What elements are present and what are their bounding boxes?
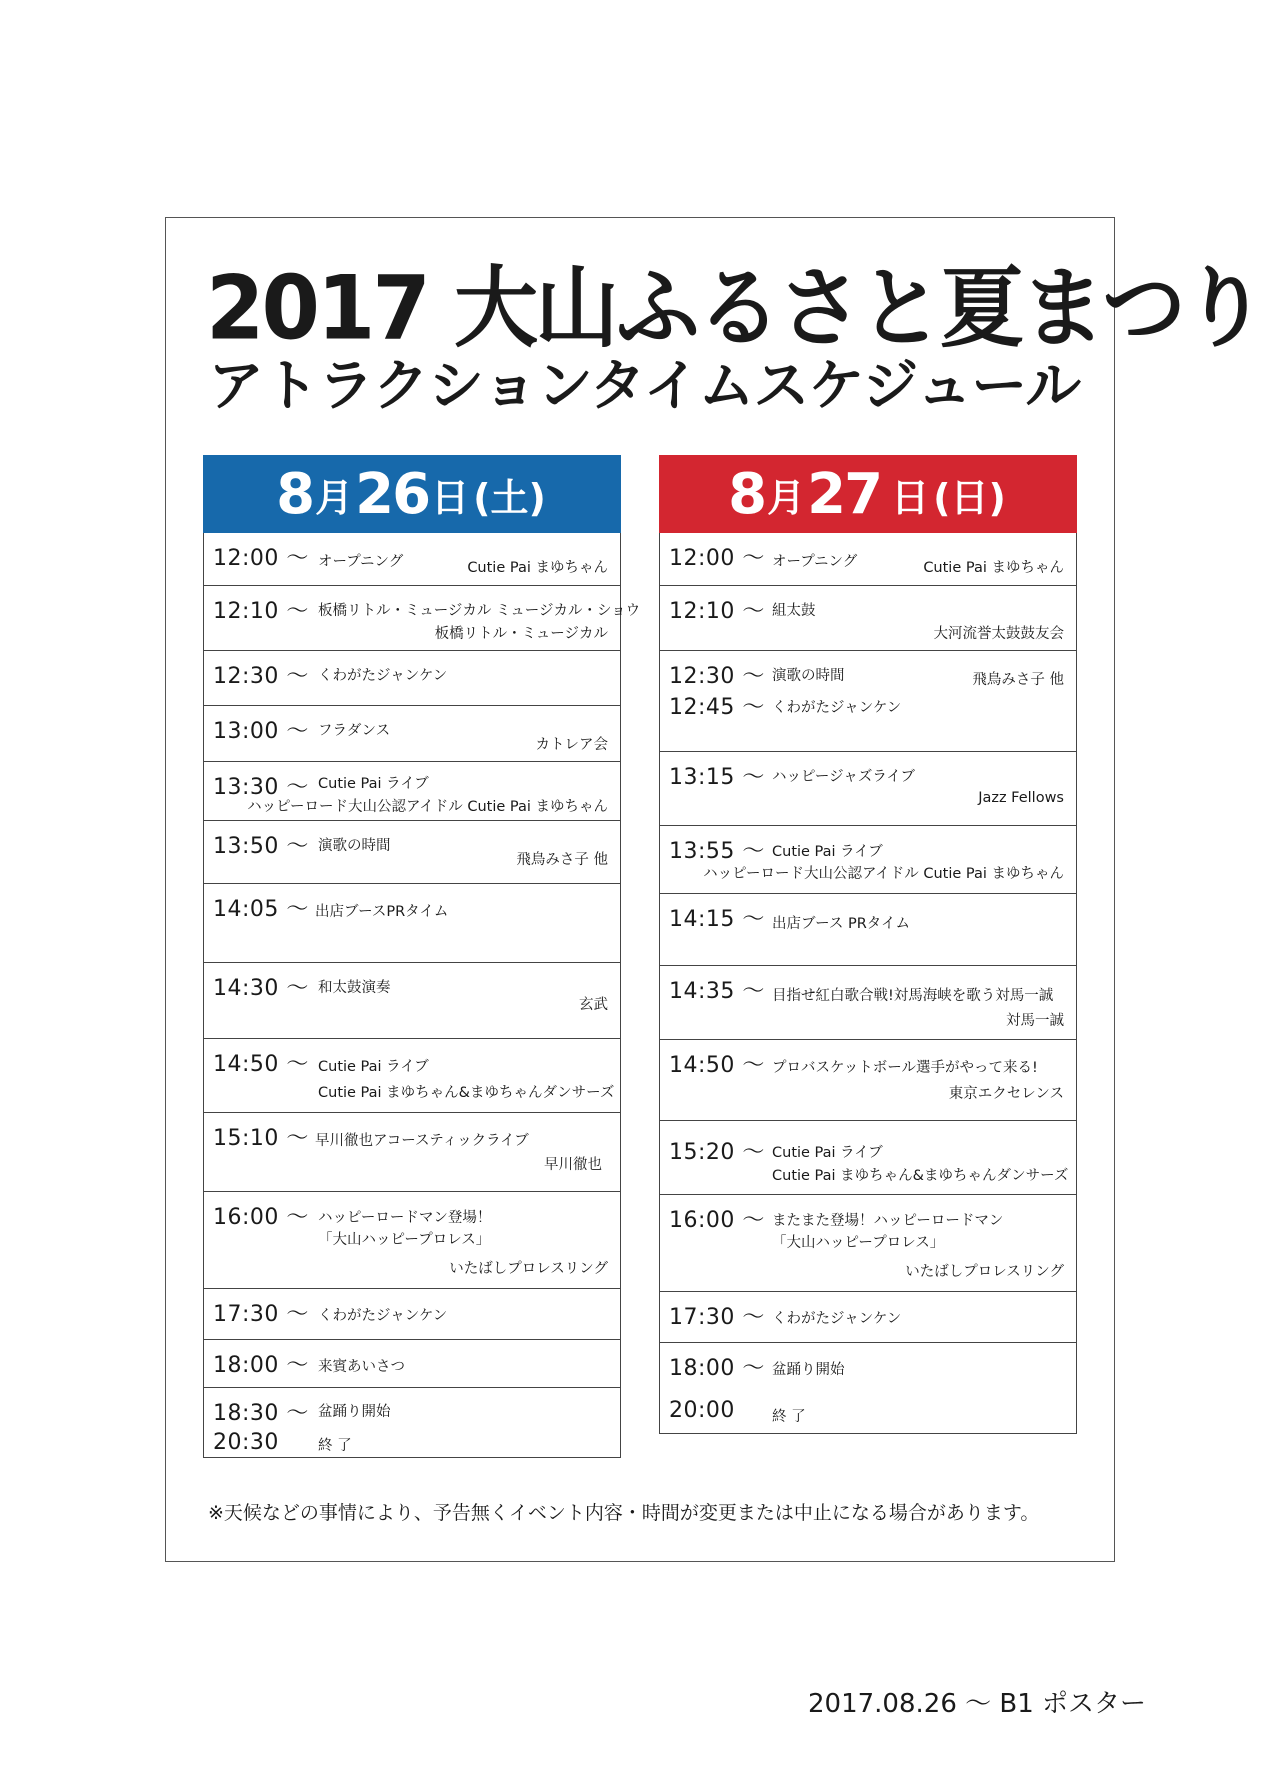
schedule-row [660, 585, 1076, 650]
row-time: 12:00 ～ [213, 546, 309, 571]
row-event: Cutie Pai ライブ [772, 844, 883, 860]
row-time: 13:15 ～ [669, 765, 765, 790]
row-time: 13:50 ～ [213, 834, 309, 859]
schedule-row [204, 1038, 620, 1112]
row-event: フラダンス [318, 723, 391, 739]
schedule-row [204, 650, 620, 705]
header-day-unit: 日 [891, 475, 930, 520]
row-time: 14:15 ～ [669, 907, 765, 932]
row-performer: 東京エクセレンス [948, 1086, 1064, 1102]
row-time: 16:00 ～ [213, 1205, 309, 1230]
row-time: 14:30 ～ [213, 976, 309, 1001]
row-time: 14:50 ～ [669, 1053, 765, 1078]
schedule-row [660, 1291, 1076, 1342]
row-performer: いたばしプロレスリング [449, 1261, 608, 1277]
row-time: 14:05 ～ [213, 897, 309, 922]
row-event: オープニング [772, 554, 858, 570]
row-event: 板橋リトル・ミュージカル ミュージカル・ショウ [318, 603, 641, 619]
schedule-row [204, 820, 620, 883]
row-event: 演歌の時間 [772, 668, 845, 684]
schedule-row [660, 1120, 1076, 1194]
row-time: 14:35 ～ [669, 979, 765, 1004]
row-performer: Cutie Pai まゆちゃん&まゆちゃんダンサーズ [772, 1168, 1069, 1184]
row-event: プロバスケットボール選手がやって来る! [772, 1060, 1038, 1076]
row-event: Cutie Pai ライブ [318, 776, 429, 792]
row-time: 14:50 ～ [213, 1052, 309, 1077]
row-performer: いたばしプロレスリング [905, 1264, 1064, 1280]
schedule-row [660, 751, 1076, 825]
day-header-27 [659, 455, 1077, 533]
row-time: 16:00 ～ [669, 1208, 765, 1233]
row-performer: Cutie Pai まゆちゃん [467, 560, 608, 576]
row-time: 18:30 ～ [213, 1401, 309, 1426]
row-time: 13:30 ～ [213, 775, 309, 800]
document-caption: 2017.08.26 ～ B1 ポスター [808, 1689, 1147, 1719]
schedule-row [204, 1191, 620, 1288]
schedule-row [660, 825, 1076, 893]
schedule-row [660, 1194, 1076, 1291]
row-end-label: 終 了 [318, 1438, 352, 1454]
row-event: 組太鼓 [772, 603, 816, 619]
schedule-row [204, 1387, 620, 1457]
row-event: くわがたジャンケン [318, 1308, 448, 1324]
row-time: 17:30 ～ [213, 1302, 309, 1327]
schedule-row [204, 1112, 620, 1191]
poster-frame [165, 217, 1265, 1562]
schedule-table [203, 533, 641, 1458]
day-header-26 [203, 455, 621, 533]
row-time: 12:00 ～ [669, 546, 765, 571]
schedule-row [204, 1339, 620, 1387]
row-performer: 飛鳥みさ子 他 [972, 672, 1064, 688]
schedule-row [204, 585, 641, 650]
row-time: 12:30 ～ [213, 664, 309, 689]
page-subtitle: アトラクションタイムスケジュール [208, 354, 1081, 419]
row-performer: ハッピーロード大山公認アイドル Cutie Pai まゆちゃん [703, 866, 1064, 882]
header-weekday: (日) [933, 475, 1006, 520]
header-month-unit: 月 [315, 475, 354, 520]
row-performer: 飛鳥みさ子 他 [516, 852, 608, 868]
schedule-table [659, 533, 1077, 1434]
header-day-unit: 日 [431, 475, 470, 520]
row-performer: Jazz Fellows [978, 790, 1064, 806]
row-event: 出店ブース PRタイム [772, 916, 910, 932]
header-weekday: (土) [473, 475, 546, 520]
schedule-row [204, 1288, 620, 1339]
row-time: 12:10 ～ [213, 599, 309, 624]
row-event: 盆踊り開始 [772, 1362, 845, 1378]
schedule-row [204, 705, 620, 761]
row-event-sub: 「大山ハッピープロレス」 [318, 1232, 491, 1248]
schedule-row [660, 650, 1076, 690]
schedule-row [204, 962, 620, 1038]
row-event: くわがたジャンケン [318, 668, 448, 684]
row-event: くわがたジャンケン [772, 1311, 902, 1327]
row-time: 12:10 ～ [669, 599, 765, 624]
row-event: 目指せ紅白歌合戦!対馬海峡を歌う対馬一誠 [772, 988, 1054, 1004]
schedule-row [660, 965, 1076, 1039]
row-event: くわがたジャンケン [772, 700, 902, 716]
schedule-row [660, 893, 1076, 965]
row-performer: 玄武 [579, 997, 608, 1013]
header-month: 8 [728, 461, 766, 527]
row-end-time: 20:00 [669, 1398, 735, 1423]
row-event: オープニング [318, 554, 404, 570]
row-performer: 板橋リトル・ミュージカル [434, 626, 608, 642]
header-month: 8 [276, 461, 314, 527]
row-time: 18:00 ～ [669, 1356, 765, 1381]
disclaimer-note: ※天候などの事情により、予告無くイベント内容・時間が変更または中止になる場合があります。 [208, 1502, 1040, 1524]
row-event: 早川徹也アコースティックライブ [315, 1133, 529, 1149]
schedule-day-1 [203, 455, 641, 1458]
row-time: 17:30 ～ [669, 1305, 765, 1330]
schedule-row [204, 883, 620, 962]
row-time: 12:45 ～ [669, 695, 765, 720]
row-time: 13:00 ～ [213, 719, 309, 744]
row-event: ハッピーロードマン登場！ [318, 1210, 492, 1226]
row-performer: Cutie Pai まゆちゃん [923, 560, 1064, 576]
row-event: 来賓あいさつ [318, 1359, 405, 1375]
row-performer: ハッピーロード大山公認アイドル Cutie Pai まゆちゃん [247, 799, 608, 815]
row-event: またまた登場！ハッピーロードマン [772, 1213, 1004, 1229]
schedule-row [660, 690, 1076, 751]
header-day: 26 [355, 461, 430, 527]
row-event: 出店ブースPRタイム [315, 904, 449, 920]
row-performer: 早川徹也 [544, 1157, 602, 1173]
schedule-row [660, 1039, 1076, 1120]
schedule-row [204, 761, 620, 820]
row-event: 演歌の時間 [318, 838, 391, 854]
header-day: 27 [807, 461, 882, 527]
row-performer: 対馬一誠 [1006, 1013, 1064, 1029]
row-end-label: 終 了 [772, 1409, 806, 1425]
schedule-row [204, 533, 620, 585]
header-month-unit: 月 [767, 475, 806, 520]
row-end-time: 20:30 [213, 1430, 279, 1455]
row-event: 和太鼓演奏 [318, 980, 391, 996]
schedule-row [660, 533, 1076, 585]
schedule-day-2 [659, 455, 1077, 1434]
row-performer: 大河流誉太鼓鼓友会 [933, 626, 1064, 642]
row-time: 18:00 ～ [213, 1353, 309, 1378]
row-time: 12:30 ～ [669, 664, 765, 689]
row-time: 15:10 ～ [213, 1126, 309, 1151]
page-title: 2017 大山ふるさと夏まつり [206, 256, 1265, 360]
row-event: 盆踊り開始 [318, 1404, 391, 1420]
row-event: Cutie Pai ライブ [318, 1059, 429, 1075]
row-time: 15:20 ～ [669, 1140, 765, 1165]
row-event: ハッピージャズライブ [772, 769, 915, 785]
row-event: Cutie Pai ライブ [772, 1145, 883, 1161]
row-time: 13:55 ～ [669, 839, 765, 864]
schedule-row [660, 1342, 1076, 1433]
row-performer: Cutie Pai まゆちゃん&まゆちゃんダンサーズ [318, 1085, 615, 1101]
row-performer: カトレア会 [535, 737, 608, 753]
row-event-sub: 「大山ハッピープロレス」 [772, 1235, 945, 1251]
